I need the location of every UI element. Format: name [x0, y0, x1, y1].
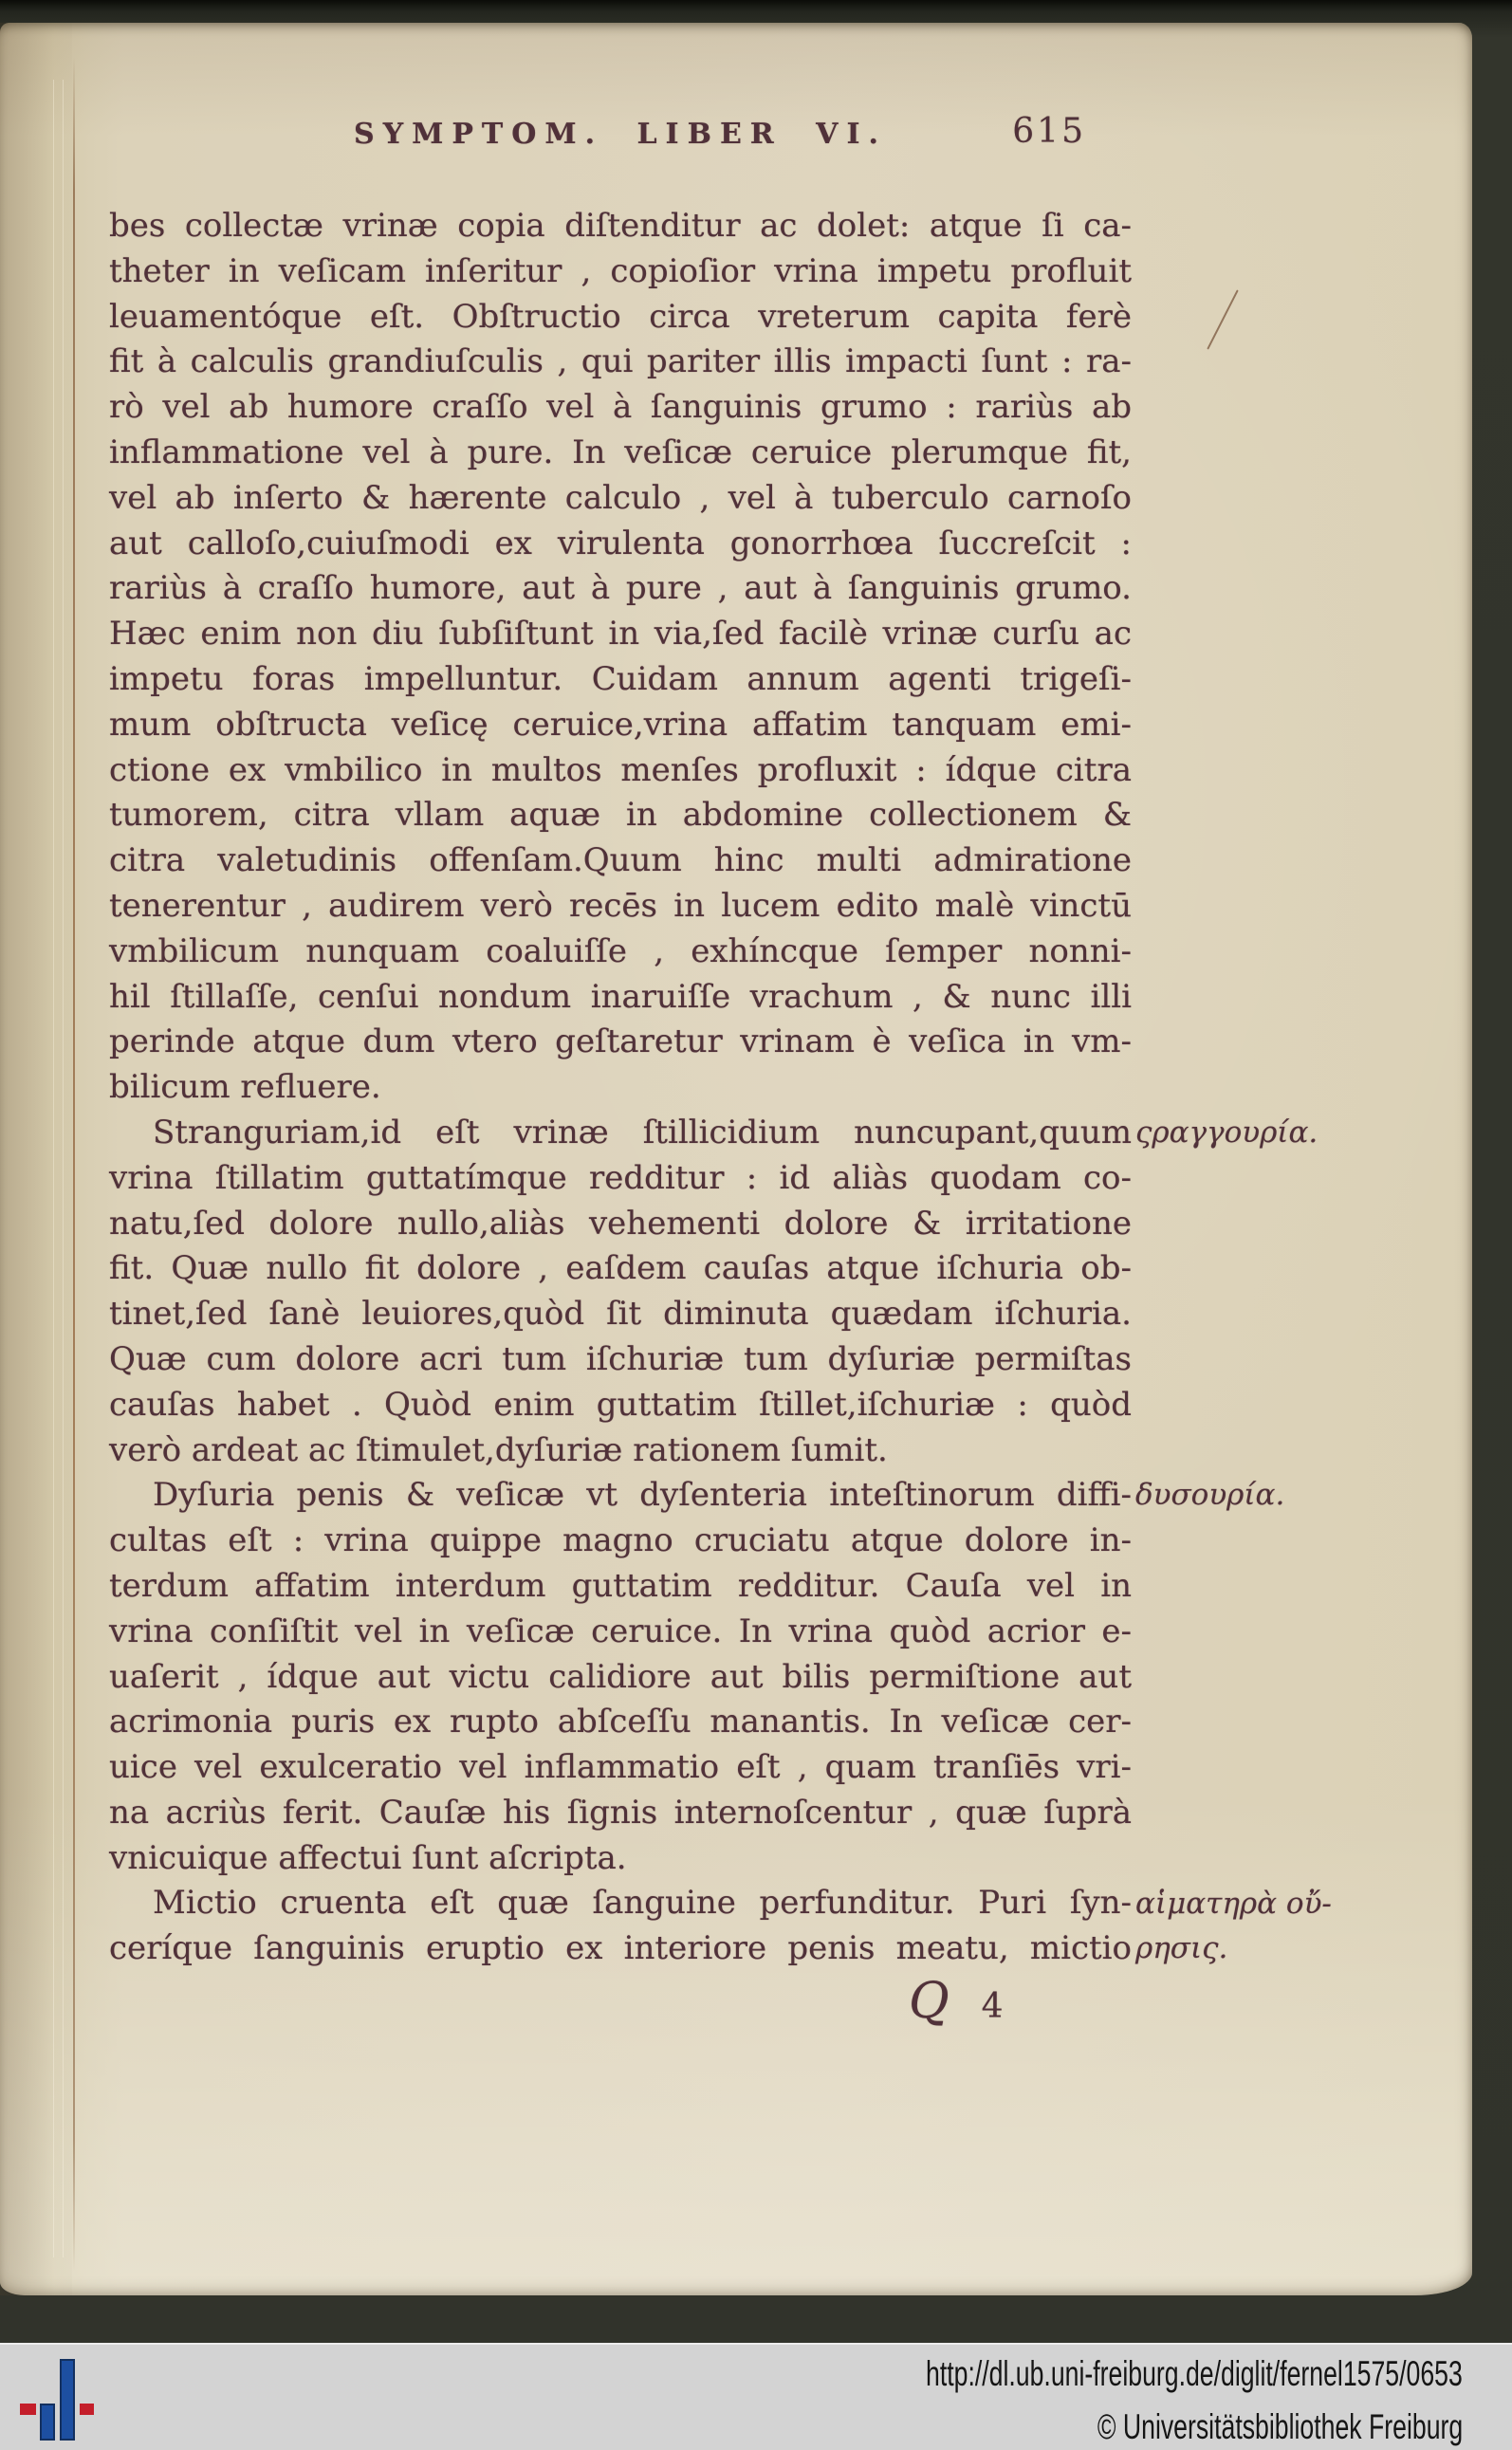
logo-bar-red-left [20, 2404, 36, 2415]
body-text-line: na acriùs ferit. Cauſæ his ſignis internoſcentur , quæ ſuprà [109, 1793, 1132, 1832]
signature-letter: Q [909, 1973, 950, 2030]
university-library-logo [0, 2345, 114, 2450]
page-gutter-shade [0, 23, 72, 2295]
body-text-line: mum obſtructa veſicę ceruice,vrina affatim tanquam emi- [109, 705, 1132, 744]
body-text-line: uice vel exulceratio vel inflammatio eſt , quam tranſiēs vri- [109, 1748, 1132, 1787]
margin-note: δυσουρία. [1135, 1478, 1285, 1513]
body-text-line: tenerentur , audirem verò recēs in lucem edito malè vinctū [109, 886, 1132, 925]
margin-note: ςραγγουρία. [1135, 1115, 1318, 1150]
body-text-line: bilicum refluere. [109, 1068, 381, 1107]
book-page [0, 23, 1472, 2295]
signature-mark [909, 1973, 1004, 2030]
body-text-line: Quæ cum dolore acri tum iſchuriæ tum dyſuriæ permiſtas [109, 1339, 1132, 1378]
body-text-line: Stranguriam,id eſt vrinæ ſtillicidium nuncupant,quum [153, 1113, 1132, 1151]
body-text-line: cauſas habet . Quòd enim guttatim ſtillet,iſchuriæ : quòd [109, 1385, 1132, 1424]
body-text-line: tinet,ſed ſanè leuiores,quòd ſit diminuta quædam iſchuria. [109, 1295, 1132, 1334]
body-text-line: Dyſuria penis & veſicæ vt dyſenteria inteſtinorum diffi- [153, 1476, 1132, 1515]
body-text-line: theter in veſicam inſeritur , copioſior vrina impetu profluit [109, 251, 1132, 290]
page-fold-crease [73, 57, 75, 2271]
body-text-line: hil ſtillaſſe, cenſui nondum inaruiſſe vrachum , & nunc illi [109, 977, 1132, 1016]
body-text-line: tumorem, citra vllam aquæ in abdomine collectionem & [109, 796, 1132, 835]
digitization-url: http://dl.ub.uni-freiburg.de/diglit/fernel1575/0653 [926, 2354, 1463, 2393]
body-text-line: terdum affatim interdum guttatim redditur. Cauſa vel in [109, 1566, 1132, 1605]
copyright-notice: © Universitätsbibliothek Freiburg [1097, 2407, 1463, 2446]
margin-note: ρησις. [1135, 1931, 1228, 1966]
body-text-line: Mictio cruenta eſt quæ ſanguine perfunditur. Puri ſyn- [153, 1884, 1132, 1923]
page-edge-line [63, 80, 64, 2257]
body-text-line: vrina conſiſtit vel in veſicæ ceruice. In vrina quòd acrior e- [109, 1612, 1132, 1650]
body-text-line: inflammatione vel à pure. In veſicæ ceruice plerumque fit, [109, 433, 1132, 471]
body-text-line: bes collectæ vrinæ copia diſtenditur ac dolet: atque ſi ca- [109, 207, 1132, 245]
body-text-line: vmbilicum nunquam coaluiſſe , exhíncque ſemper nonni- [109, 931, 1132, 970]
body-text-line: impetu foras impelluntur. Cuidam annum agenti trigeſi- [109, 659, 1132, 698]
body-text-line: aut calloſo,cuiuſmodi ex virulenta gonorrhœa ſuccreſcit : [109, 524, 1132, 562]
body-text-line: cultas eſt : vrina quippe magno cruciatu atque dolore in- [109, 1521, 1132, 1560]
running-title: SYMPTOM. LIBER VI. [354, 118, 887, 151]
margin-note: αἱματηρὰ οὔ- [1135, 1886, 1332, 1921]
logo-bar-red-right [80, 2404, 94, 2415]
body-text-line: acrimonia puris ex rupto abſceſſu manantis. In veſicæ cer- [109, 1703, 1132, 1741]
body-text-line: natu,ſed dolore nullo,aliàs vehementi dolore & irritatione [109, 1204, 1132, 1243]
body-text-line: Hæc enim non diu ſubſiſtunt in via,ſed facilè vrinæ curſu ac [109, 615, 1132, 654]
page-edge-line [53, 80, 54, 2257]
body-text-line: perinde atque dum vtero geſtaretur vrinam è veſica in vm- [109, 1022, 1132, 1061]
body-text-line: uaſerit , ídque aut victu calidiore aut bilis permiſtione aut [109, 1657, 1132, 1696]
running-header [109, 112, 1132, 167]
library-footer-bar [0, 2343, 1512, 2450]
logo-bar-tall-blue [60, 2359, 75, 2441]
body-text-line: ctione ex vmbilico in multos menſes profluxit : ídque citra [109, 750, 1132, 789]
body-text-line: fit. Quæ nullo fit dolore , eaſdem cauſas atque iſchuria ob- [109, 1249, 1132, 1288]
body-text [109, 204, 1132, 1972]
body-text-line: fit à calculis grandiuſculis , qui pariter illis impacti ſunt : ra- [109, 342, 1132, 381]
signature-number: 4 [981, 1987, 1004, 2026]
body-text-line: rariùs à craſſo humore, aut à pure , aut à ſanguinis grumo. [109, 569, 1132, 608]
body-text-line: leuamentóque eſt. Obſtructio circa vreterum capita ferè [109, 297, 1132, 336]
body-text-line: verò ardeat ac ſtimulet,dyſuriæ rationem ſumit. [109, 1430, 888, 1469]
margin-notes [1135, 23, 1373, 2295]
body-text-line: citra valetudinis offenſam.Quum hinc multi admiratione [109, 841, 1132, 880]
body-text-line: vnicuique affectui ſunt aſcripta. [109, 1838, 627, 1877]
body-text-line: vrina ſtillatim guttatímque redditur : id aliàs quodam co- [109, 1158, 1132, 1197]
page-number: 615 [1012, 112, 1086, 151]
body-text-line: ceríque ſanguinis eruptio ex interiore penis meatu, mictio [109, 1929, 1132, 1968]
body-text-line: rò vel ab humore craſſo vel à ſanguinis grumo : rariùs ab [109, 388, 1132, 427]
body-text-line: vel ab inſerto & hærente calculo , vel à tuberculo carnoſo [109, 478, 1132, 517]
logo-bar-short-blue [40, 2404, 55, 2441]
